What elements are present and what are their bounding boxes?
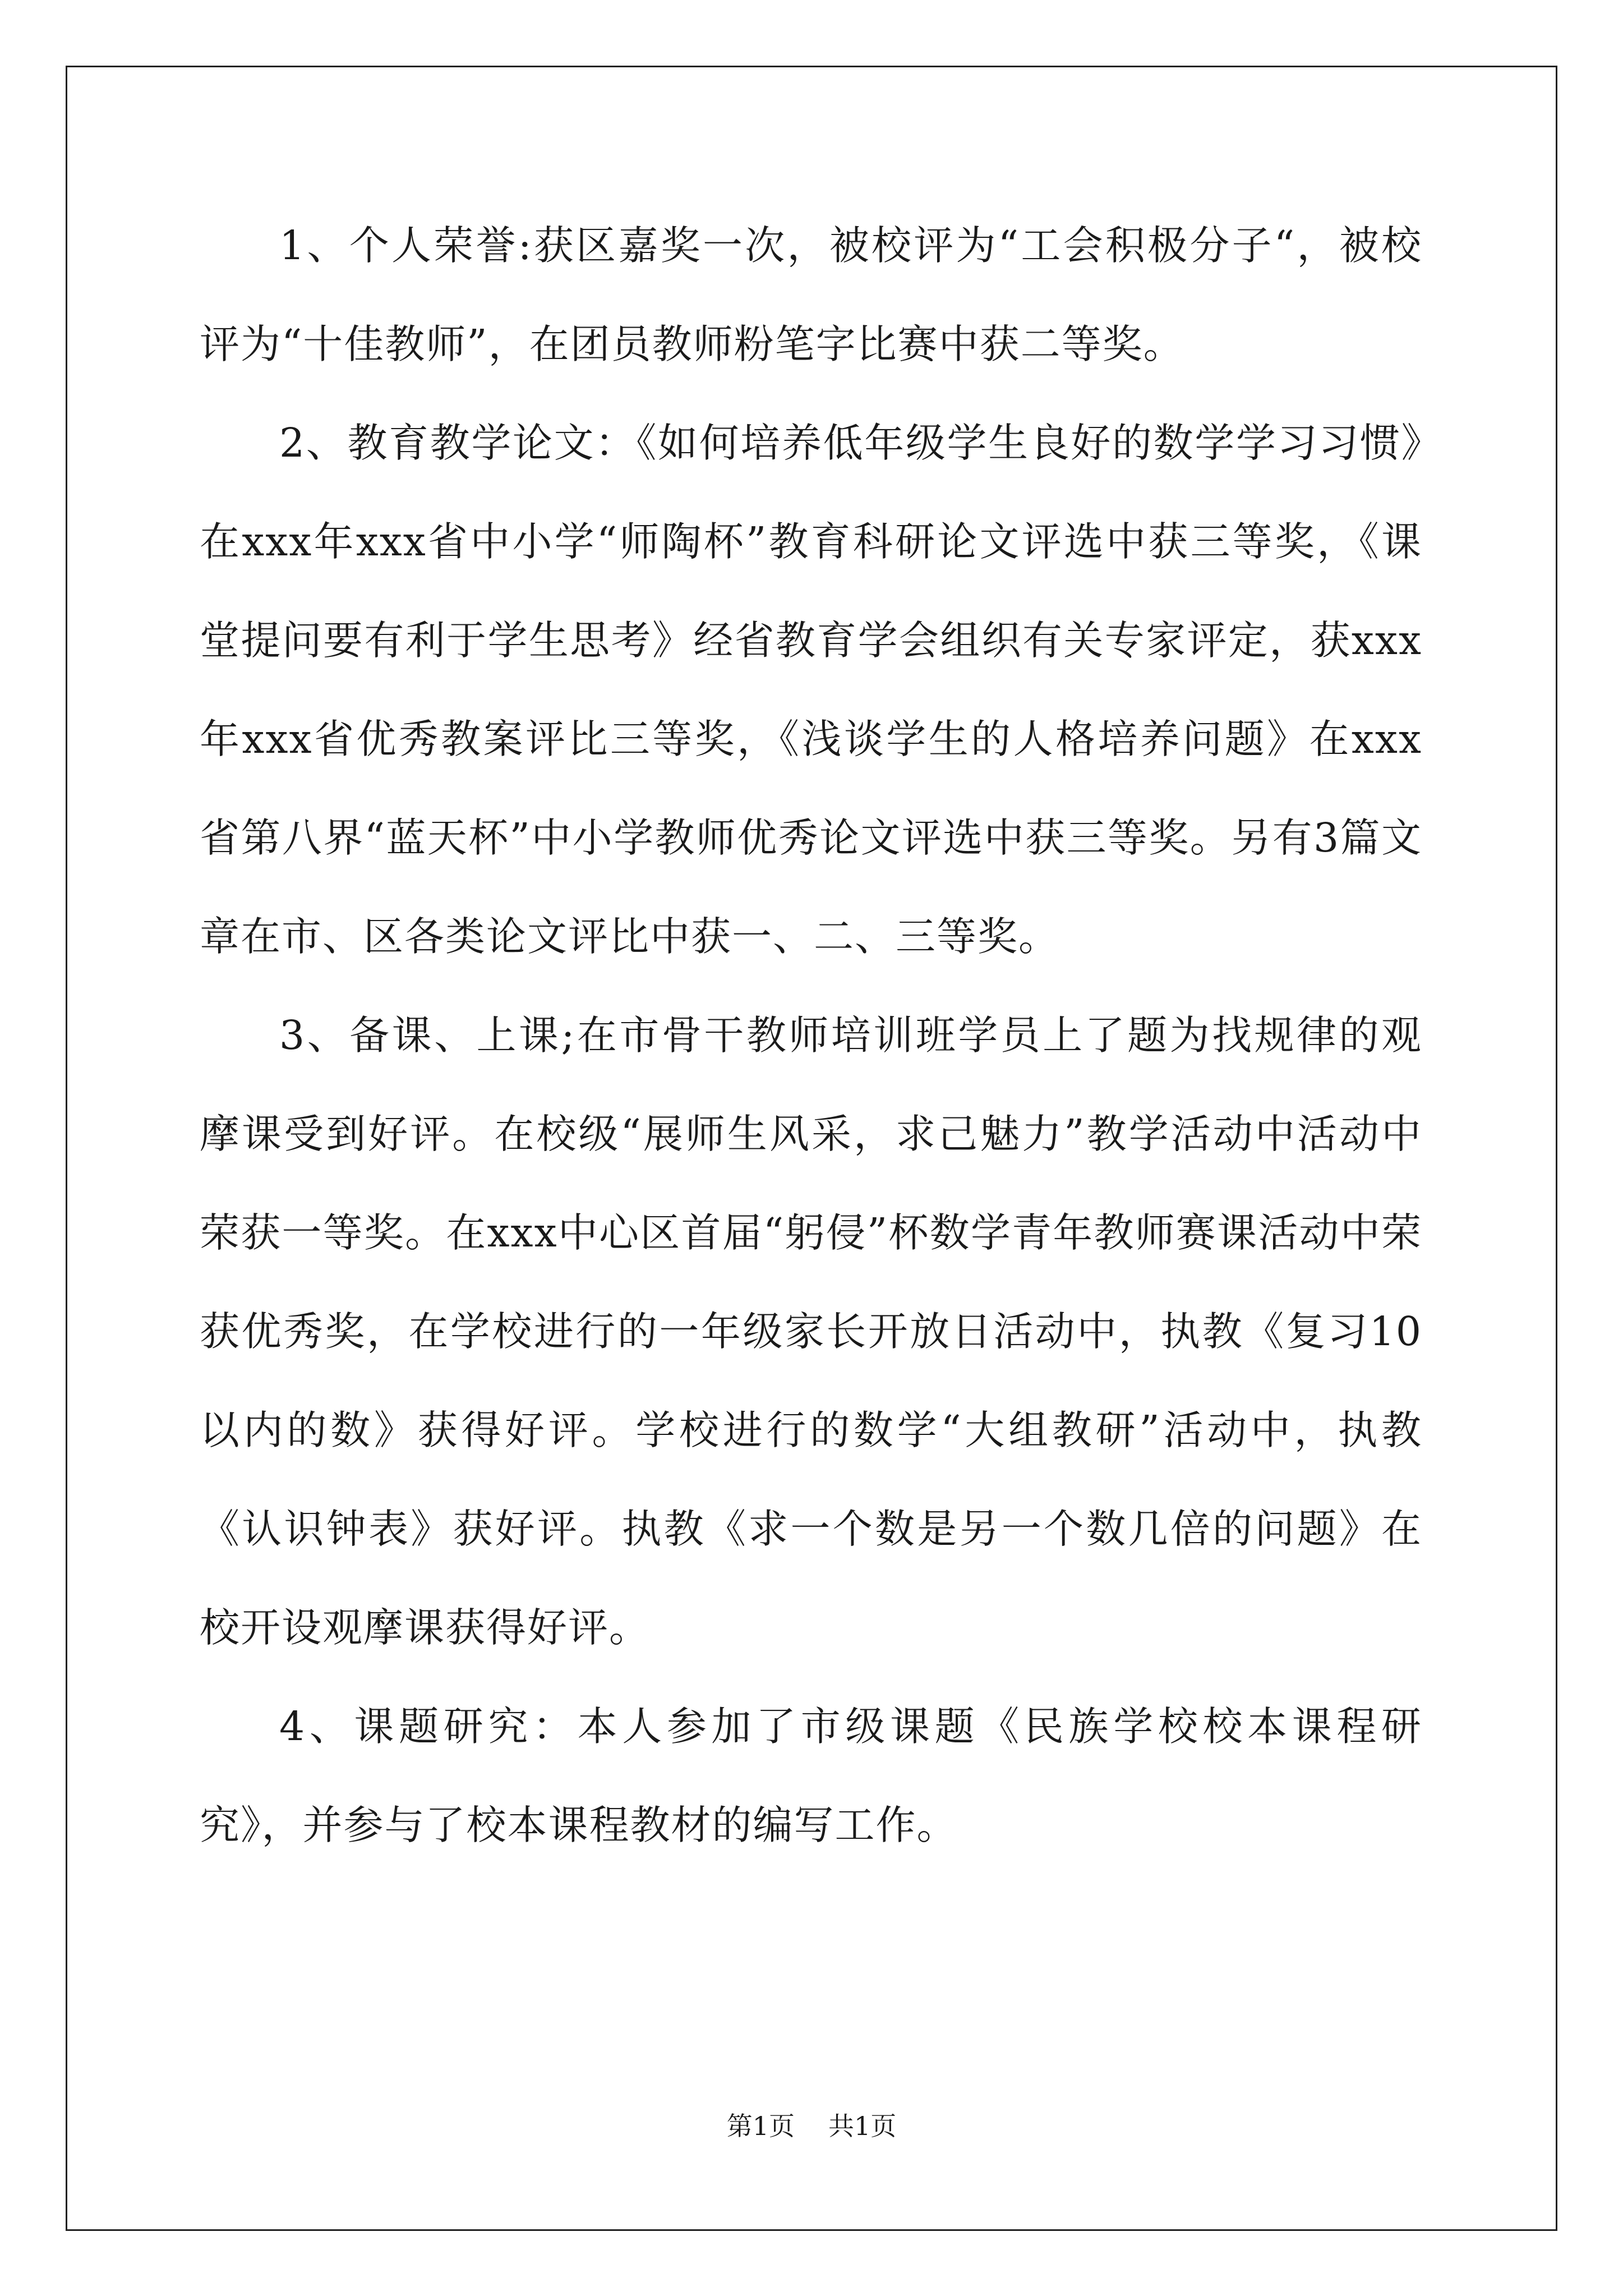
paragraph-papers: 2、教育教学论文：《如何培养低年级学生良好的数学学习习惯》在xxx年xxx省中小学“师陶杯”教育科研论文评选中获三等奖，《课堂提问要有利于学生思考》经省教育学会组织有关专家评定，获xxx年xxx省优秀教案评比三等奖，《浅谈学生的人格培养问题》在xxx省第八界“蓝天杯”中小学教师优秀论文评选中获三等奖。另有3篇文章在市、区各类论文评比中获一、二、三等奖。 (200, 420, 1422, 960)
page-total: 共1页 (828, 2111, 897, 2141)
paragraph-honors: 1、个人荣誉:获区嘉奖一次，被校评为“工会积极分子“，被校评为“十佳教师”，在团员教师粉笔字比赛中获二等奖。 (200, 222, 1422, 367)
page-footer (0, 2109, 1623, 2143)
page-number: 第1页 (726, 2111, 795, 2141)
document-body (200, 196, 1422, 1875)
paragraph-teaching: 3、备课、上课;在市骨干教师培训班学员上了题为找规律的观摩课受到好评。在校级“展师生风采，求己魅力”教学活动中活动中荣获一等奖。在xxx中心区首届“躬侵”杯数学青年教师赛课活动中荣获优秀奖，在学校进行的一年级家长开放日活动中，执教《复习10以内的数》获得好评。学校进行的数学“大组教研”活动中，执教《认识钟表》获好评。执教《求一个数是另一个数几倍的问题》在校开设观摩课获得好评。 (200, 1012, 1422, 1651)
paragraph-research: 4、课题研究：本人参加了市级课题《民族学校校本课程研究》，并参与了校本课程教材的编写工作。 (200, 1703, 1422, 1848)
